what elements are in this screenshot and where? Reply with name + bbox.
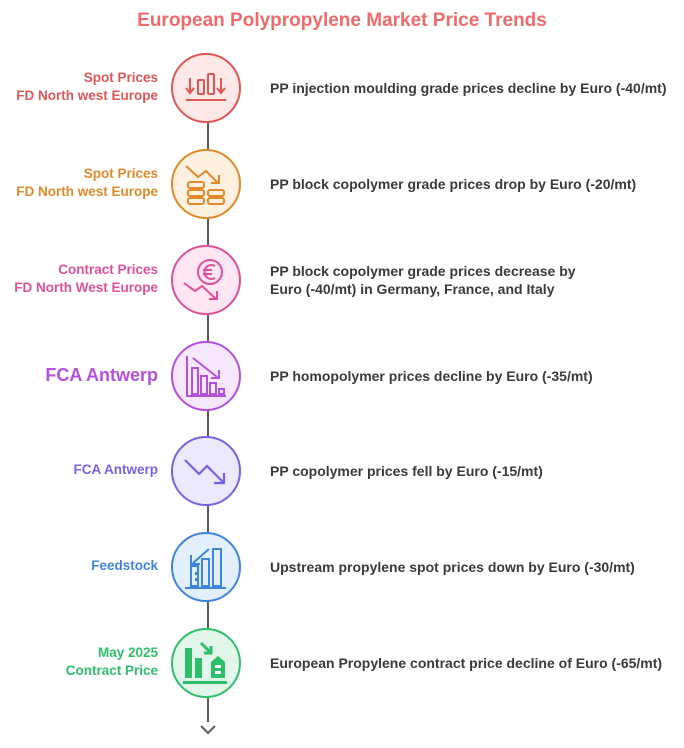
step-label-line: FD North West Europe xyxy=(14,280,158,295)
step-label-line: Feedstock xyxy=(91,558,158,573)
step-label-line: Spot Prices xyxy=(83,166,158,181)
euro-trend-down-icon xyxy=(173,247,239,313)
building-chart-down-icon xyxy=(173,630,239,696)
bar-chart-down-arrows-icon xyxy=(173,55,239,121)
step-circle xyxy=(171,149,241,219)
step-label-line: FD North west Europe xyxy=(16,184,158,199)
step-label xyxy=(16,69,158,105)
step-label xyxy=(14,261,158,297)
step-description: PP copolymer prices fell by Euro (-15/mt) xyxy=(270,463,543,479)
step-circle xyxy=(171,436,241,506)
step-label-line: FCA Antwerp xyxy=(45,365,158,385)
trend-down-arrow-icon xyxy=(173,438,239,504)
step-label-line: FCA Antwerp xyxy=(73,462,158,477)
step-circle xyxy=(171,628,241,698)
step-description: Upstream propylene spot prices down by Euro (-30/mt) xyxy=(270,559,635,575)
step-label xyxy=(45,364,158,386)
step-circle xyxy=(171,532,241,602)
step-label-line: Spot Prices xyxy=(83,70,158,85)
bar-chart-declining-icon xyxy=(173,343,239,409)
step-description: PP block copolymer grade prices drop by Euro (-20/mt) xyxy=(270,176,637,192)
step-circle xyxy=(171,341,241,411)
step-label-line: FD North west Europe xyxy=(16,88,158,103)
step-description xyxy=(270,262,680,298)
step-description: PP injection moulding grade prices decline by Euro (-40/mt) xyxy=(270,80,667,96)
step-description: PP homopolymer prices decline by Euro (-35/mt) xyxy=(270,368,593,384)
step-description: European Propylene contract price decline of Euro (-65/mt) xyxy=(270,655,663,671)
bars-arrow-down-left-icon xyxy=(173,534,239,600)
step-label xyxy=(16,165,158,201)
step-label-line: Contract Price xyxy=(65,663,158,678)
diagram-title: European Polypropylene Market Price Trends xyxy=(137,10,547,31)
step-circle xyxy=(171,53,241,123)
step-label xyxy=(74,461,159,479)
step-circle xyxy=(171,245,241,315)
step-label xyxy=(66,644,158,680)
step-label xyxy=(91,557,158,575)
step-label-line: Contract Prices xyxy=(58,262,158,277)
coins-trend-down-icon xyxy=(173,151,239,217)
step-description-line: PP block copolymer grade prices decrease by xyxy=(270,263,576,279)
step-description-line: Euro (-40/mt) in Germany, France, and Italy xyxy=(270,281,555,297)
step-label-line: May 2025 xyxy=(97,645,158,660)
timeline-arrow-head xyxy=(200,722,216,736)
